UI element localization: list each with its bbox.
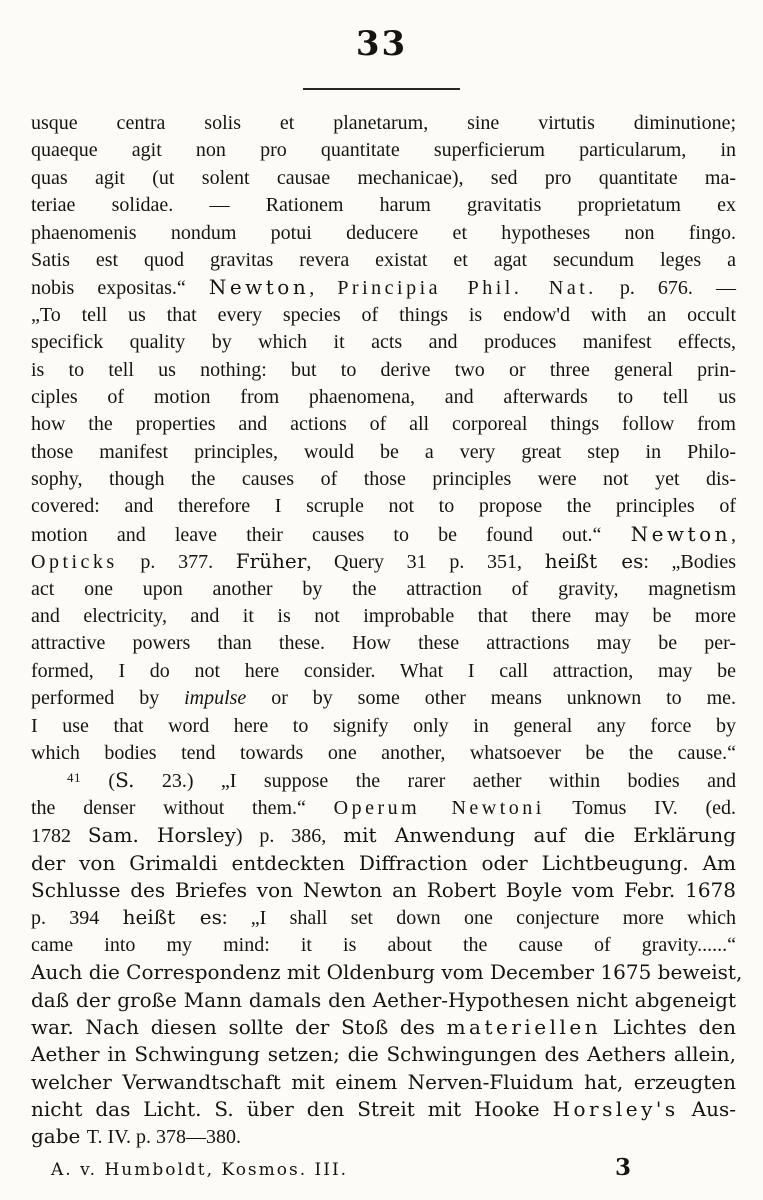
text-segment: Tomus IV. (ed.	[544, 796, 736, 819]
text-line	[31, 466, 736, 493]
text-segment: : „I shall set down one conjecture more which	[221, 907, 737, 930]
text-line	[31, 603, 736, 630]
page-number: 33	[355, 24, 408, 64]
text-segment: daß der große Mann damals den Aether-Hypothesen nicht abgeneigt	[31, 987, 736, 1012]
text-segment: act one upon another by the attraction of gravity, magnetism	[31, 577, 736, 600]
text-segment: came into my mind: it is about the cause of gravity......“	[31, 933, 736, 956]
text-segment: Auch die Correspondenz mit Oldenburg vom December 1675 beweist,	[31, 960, 743, 985]
text-segment: is to tell us nothing: but to derive two or three general prin-	[31, 358, 736, 381]
text-segment: covered: and therefore I scruple not to propose the principles of	[31, 495, 736, 518]
text-line	[31, 548, 736, 575]
text-segment: heißt es	[122, 905, 222, 930]
text-line	[31, 1014, 736, 1041]
text-segment: gabe	[31, 1124, 87, 1149]
text-segment: Aether in Schwingung setzen; die Schwingungen des Aethers allein,	[31, 1042, 736, 1067]
text-segment: S.	[115, 768, 135, 793]
text-segment: attractive powers than these. How these attractions may be per-	[31, 632, 736, 655]
text-segment: Opticks	[31, 551, 118, 574]
text-segment: usque centra solis et planetarum, sine virtutis diminutione;	[31, 112, 736, 134]
text-segment: 1782	[31, 825, 88, 848]
text-segment: p. 377.	[117, 551, 236, 574]
running-title: A. v. Humboldt, Kosmos. III.	[51, 1160, 349, 1180]
text-segment: motion and leave their causes to be found out.“	[31, 523, 631, 546]
text-body	[31, 110, 743, 1151]
text-segment: performed by	[31, 687, 185, 710]
text-segment: which bodies tend towards one another, whatsoever be the cause.“	[31, 741, 736, 764]
text-segment: how the properties and actions of all corporeal things follow from	[31, 413, 736, 436]
text-segment: Newton	[630, 521, 731, 546]
text-line	[31, 302, 736, 329]
text-line	[31, 904, 736, 931]
text-segment: impulse	[184, 687, 247, 710]
text-line	[31, 740, 736, 767]
text-segment: Aus-	[678, 1097, 736, 1122]
text-line	[31, 932, 736, 959]
signature-number: 3	[614, 1154, 631, 1181]
text-line	[31, 439, 736, 466]
text-line	[31, 110, 736, 137]
text-segment: (	[81, 770, 116, 793]
text-line	[31, 411, 736, 438]
text-segment: nobis expositas.“	[31, 277, 209, 300]
text-line	[31, 576, 736, 603]
text-segment: 41	[67, 770, 81, 786]
text-line	[31, 658, 736, 685]
text-segment: p. 676. —	[596, 277, 737, 300]
text-segment: phaenomenis nondum potui deducere et hypotheses non fingo.	[31, 221, 736, 244]
text-segment: Sam. Horsley	[87, 823, 236, 848]
text-segment: teriae solidae. — Rationem harum gravitatis proprietatum ex	[31, 194, 736, 217]
header-rule	[303, 88, 460, 90]
text-line	[31, 220, 736, 247]
text-line	[31, 685, 736, 712]
text-line	[31, 987, 736, 1014]
text-segment: der von Grimaldi entdeckten Diffraction oder Lichtbeugung. Am	[31, 850, 736, 875]
text-line	[31, 493, 736, 520]
text-line	[31, 877, 736, 904]
text-line	[31, 630, 736, 657]
text-segment: , Query 31 p. 351,	[306, 551, 545, 574]
text-segment: heißt es	[544, 549, 644, 574]
text-segment: ) p. 386,	[235, 825, 344, 848]
text-segment: sophy, though the causes of those principles were not yet dis-	[31, 468, 736, 491]
text-segment: Operum Newtoni	[333, 796, 545, 819]
text-line	[31, 274, 736, 301]
text-segment: T. IV. p. 378—380.	[86, 1126, 241, 1149]
text-line	[31, 959, 743, 986]
text-line	[31, 247, 736, 274]
text-segment: Lichtes den	[601, 1014, 737, 1039]
text-segment: Horsley's	[552, 1097, 679, 1122]
text-line	[31, 521, 736, 548]
text-line	[31, 329, 736, 356]
text-segment: those manifest principles, would be a very great step in Philo-	[31, 440, 736, 463]
text-segment: quaeque agit non pro quantitate superficierum particularum, in	[31, 139, 736, 162]
text-segment: ,	[309, 277, 338, 300]
text-segment: mit Anwendung auf die Erklärung	[343, 823, 736, 848]
text-line	[31, 1123, 736, 1150]
text-line	[31, 850, 736, 877]
text-line	[31, 357, 736, 384]
text-line	[31, 384, 736, 411]
text-segment: Principia Phil. Nat.	[337, 277, 597, 300]
text-segment: Früher	[235, 549, 307, 574]
text-segment: 23.) „I suppose the rarer aether within bodies and	[134, 770, 736, 793]
text-line	[31, 1096, 736, 1123]
text-segment: „To tell us that every species of things is endow'd with an occult	[31, 303, 736, 326]
text-segment: specifick quality by which it acts and produces manifest effects,	[31, 331, 736, 354]
text-segment: formed, I do not here consider. What I call attraction, may be	[31, 659, 736, 682]
text-line	[31, 822, 736, 849]
text-segment: welcher Verwandtschaft mit einem Nerven-Fluidum hat, erzeugten	[31, 1069, 736, 1094]
text-segment: war. Nach diesen sollte der Stoß des	[31, 1014, 447, 1039]
text-segment: materiellen	[446, 1014, 602, 1039]
text-segment: Satis est quod gravitas revera existat et agat secundum leges a	[31, 248, 736, 271]
text-segment: quas agit (ut solent causae mechanicae), sed pro quantitate ma-	[31, 166, 736, 189]
text-segment: nicht das Licht. S. über den Streit mit Hooke	[31, 1097, 553, 1122]
text-line	[31, 795, 736, 822]
text-segment: and electricity, and it is not improbable that there may be more	[31, 605, 736, 628]
text-segment: ciples of motion from phaenomena, and afterwards to tell us	[31, 385, 736, 408]
text-segment: Schlusse des Briefes von Newton an Robert Boyle vom Febr. 1678	[31, 877, 736, 902]
text-line	[31, 1041, 736, 1068]
text-line	[31, 137, 736, 164]
text-segment: p. 394	[31, 907, 123, 930]
text-segment: : „Bodies	[643, 551, 736, 574]
text-line	[31, 767, 736, 794]
text-segment: the denser without them.“	[31, 796, 334, 819]
page-footer	[31, 1154, 736, 1181]
text-line	[31, 713, 736, 740]
text-segment: I use that word here to signify only in general any force by	[31, 714, 736, 737]
text-line	[31, 192, 736, 219]
text-segment: Newton	[208, 275, 310, 300]
text-segment: ,	[731, 523, 736, 546]
text-line	[31, 1069, 736, 1096]
text-line	[31, 165, 736, 192]
text-segment: or by some other means unknown to me.	[246, 687, 736, 710]
